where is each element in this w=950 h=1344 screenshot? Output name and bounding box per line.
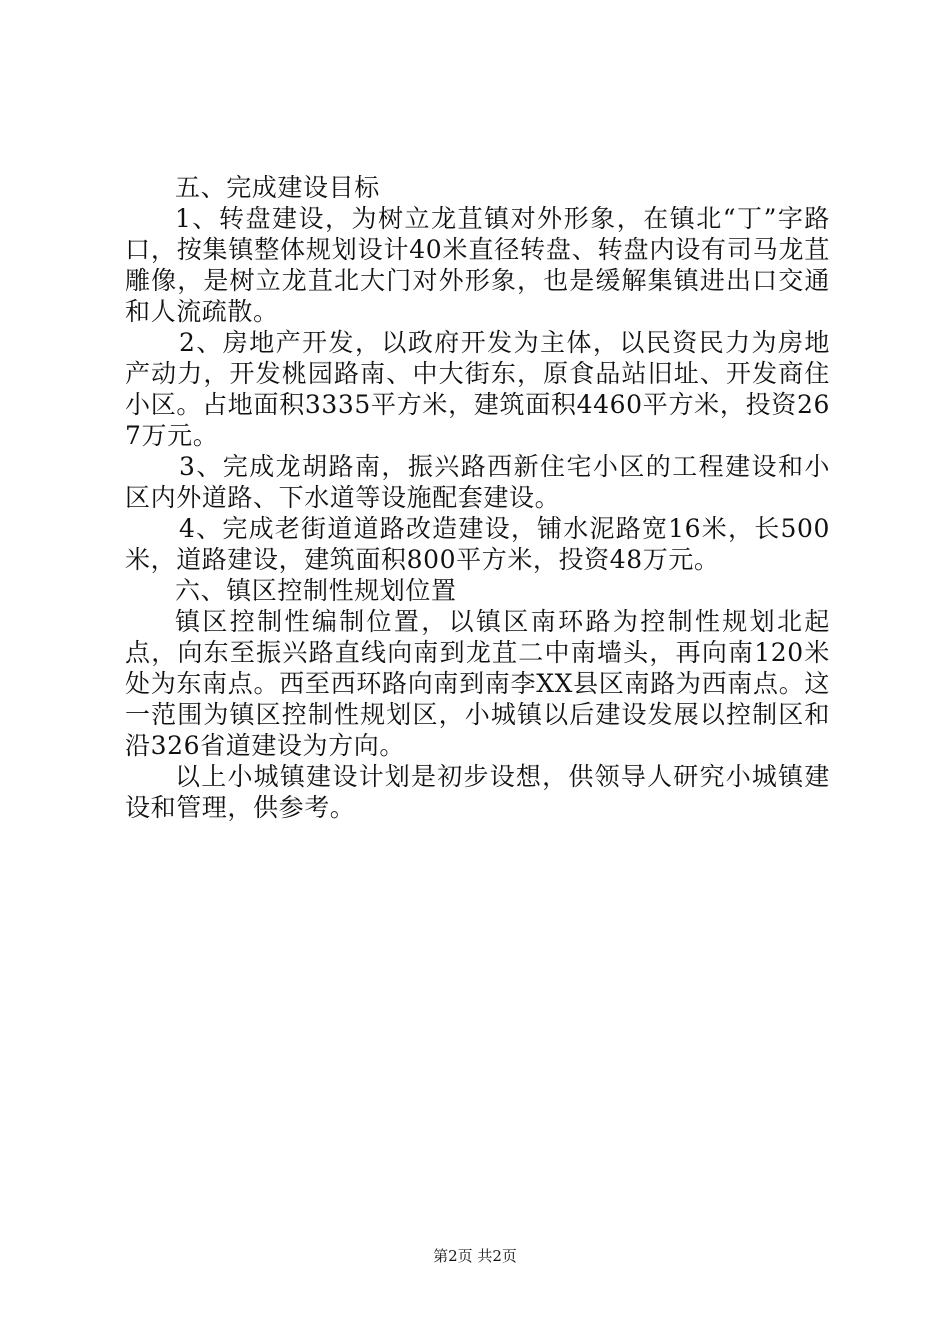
paragraph-residential: 3、完成龙胡路南，振兴路西新住宅小区的工程建设和小区内外道路、下水道等设施配套建设。 (125, 452, 830, 512)
paragraph-old-street: 4、完成老街道道路改造建设，铺水泥路宽16米，长500米，道路建设，建筑面积800平方米，投资48万元。 (125, 514, 830, 574)
section-heading-five: 五、完成建设目标 (175, 173, 380, 202)
page-footer: 第2页 共2页 (433, 1247, 517, 1265)
paragraph-real-estate: 2、房地产开发，以政府开发为主体，以民资民力为房地产动力，开发桃园路南、中大街东，原食品站旧址、开发商住小区。占地面积3335平方米，建筑面积4460平方米，投资267万元。 (125, 328, 830, 450)
section-heading-six: 六、镇区控制性规划位置 (175, 576, 457, 605)
document-body (125, 172, 830, 823)
paragraph-conclusion: 以上小城镇建设计划是初步设想，供领导人研究小城镇建设和管理，供参考。 (125, 762, 830, 822)
paragraph-control-plan: 镇区控制性编制位置，以镇区南环路为控制性规划北起点，向东至振兴路直线向南到龙苴二中南墙头，再向南120米处为东南点。西至西环路向南到南李XX县区南路为西南点。这一范围为镇区控制性规划区，小城镇以后建设发展以控制区和沿326省道建设为方向。 (125, 607, 830, 760)
paragraph-roundabout: 1、转盘建设，为树立龙苴镇对外形象，在镇北“丁”字路口，按集镇整体规划设计40米直径转盘、转盘内设有司马龙苴雕像，是树立龙苴北大门对外形象，也是缓解集镇进出口交通和人流疏散。 (125, 204, 830, 326)
